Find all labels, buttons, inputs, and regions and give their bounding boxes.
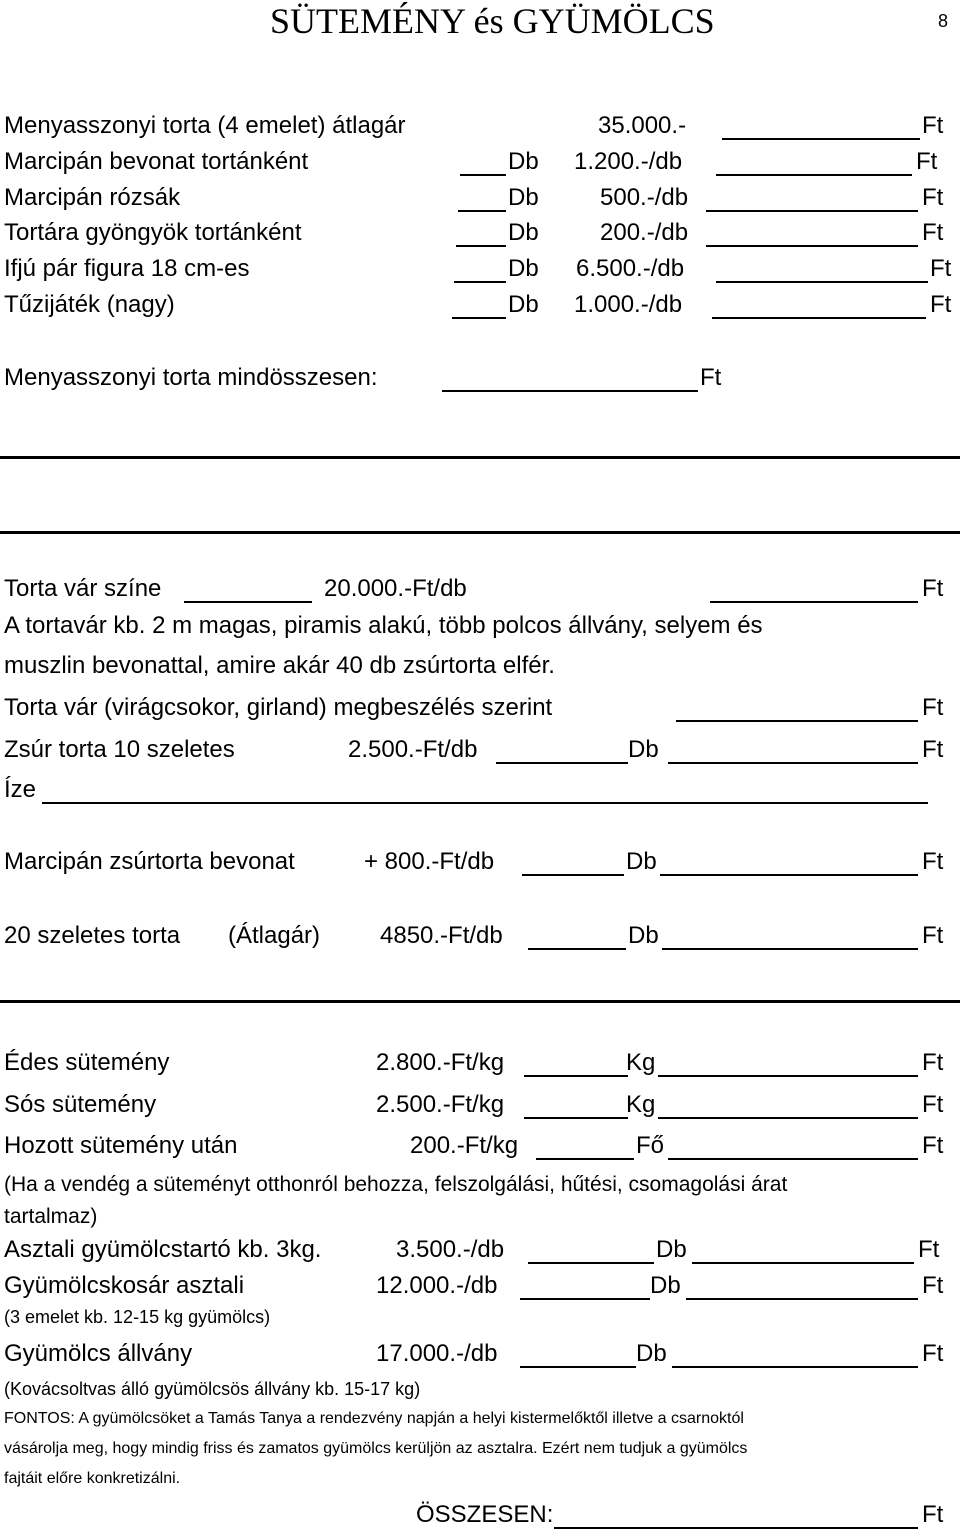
szeletes20-unit: Db: [628, 922, 659, 949]
row-currency: Ft: [922, 184, 944, 211]
total-currency: Ft: [700, 364, 722, 391]
marcipan-currency: Ft: [922, 848, 944, 875]
divider: [0, 1000, 960, 1003]
hozott-note: (Ha a vendég a süteményt otthonról behozza, felszolgálási, hűtési, csomagolási árat: [4, 1173, 788, 1196]
blank-line: [668, 1158, 918, 1160]
blank-line: [536, 1158, 634, 1160]
row-currency: Ft: [922, 112, 944, 139]
row-label: Tortára gyöngyök tortánként: [4, 219, 302, 246]
gyumolcskosar-currency: Ft: [922, 1272, 944, 1299]
hozott-price: 200.-Ft/kg: [410, 1132, 519, 1159]
blank-line: [668, 762, 918, 764]
szeletes20-currency: Ft: [922, 922, 944, 949]
blank-line: [672, 1366, 918, 1368]
gyumolcstarto-currency: Ft: [918, 1236, 940, 1263]
blank-line: [528, 948, 626, 950]
row-currency: Ft: [922, 219, 944, 246]
blank-line: [442, 390, 698, 392]
blank-line: [184, 601, 312, 603]
fontos-note: vásárolja meg, hogy mindig friss és zamatos gyümölcs kerüljön az asztalra. Ezért nem tudjuk a gyümölcs: [4, 1440, 748, 1457]
tortavar-label: Torta vár színe: [4, 575, 162, 602]
page-title: SÜTEMÉNY és GYÜMÖLCS: [270, 1, 715, 41]
edes-price: 2.800.-Ft/kg: [376, 1049, 505, 1076]
blank-line: [658, 1075, 918, 1077]
szeletes20-price: 4850.-Ft/db: [380, 922, 503, 949]
fontos-note: FONTOS: A gyümölcsöket a Tamás Tanya a rendezvény napján a helyi kistermelőktől illetve a csarnoktól: [4, 1410, 744, 1427]
row-unit: Db: [508, 219, 539, 246]
sos-unit: Kg: [626, 1091, 656, 1118]
row-price: 1.000.-/db: [574, 291, 683, 318]
row-price: 200.-/db: [600, 219, 689, 246]
marcipan-price: + 800.-Ft/db: [364, 848, 495, 875]
blank-line: [520, 1366, 636, 1368]
zsurtorta-price: 2.500.-Ft/db: [348, 736, 478, 763]
blank-line: [658, 1117, 918, 1119]
allvany-unit: Db: [636, 1340, 667, 1367]
edes-currency: Ft: [922, 1049, 944, 1076]
row-label: Marcipán rózsák: [4, 184, 181, 211]
blank-line: [676, 720, 918, 722]
tortavar-price: 20.000.-Ft/db: [324, 575, 467, 602]
blank-line: [42, 802, 928, 804]
blank-line: [456, 245, 506, 247]
fontos-note: fajtáit előre konkretizálni.: [4, 1470, 181, 1487]
sos-currency: Ft: [922, 1091, 944, 1118]
blank-line: [496, 762, 628, 764]
grand-total-currency: Ft: [922, 1501, 944, 1528]
page-number: 8: [938, 11, 949, 31]
blank-line: [522, 874, 624, 876]
allvany-note: (Kovácsoltvas álló gyümölcsös állvány kb. 15-17 kg): [4, 1379, 421, 1399]
grand-total-label: ÖSSZESEN:: [416, 1501, 554, 1528]
blank-line: [524, 1117, 628, 1119]
hozott-currency: Ft: [922, 1132, 944, 1159]
row-price: 500.-/db: [600, 184, 689, 211]
hozott-note: tartalmaz): [4, 1205, 98, 1228]
blank-line: [706, 245, 918, 247]
row-price: 35.000.-: [598, 112, 687, 139]
allvany-price: 17.000.-/db: [376, 1340, 498, 1367]
gyumolcskosar-unit: Db: [650, 1272, 681, 1299]
sos-label: Sós sütemény: [4, 1091, 157, 1118]
blank-line: [460, 174, 506, 176]
divider: [0, 456, 960, 459]
blank-line: [554, 1527, 918, 1529]
divider: [0, 531, 960, 534]
zsurtorta-currency: Ft: [922, 736, 944, 763]
blank-line: [662, 948, 918, 950]
gyumolcstarto-unit: Db: [656, 1236, 687, 1263]
row-label: Ifjú pár figura 18 cm-es: [4, 255, 250, 282]
row-label: Menyasszonyi torta (4 emelet) átlagár: [4, 112, 406, 139]
gyumolcskosar-price: 12.000.-/db: [376, 1272, 498, 1299]
sos-price: 2.500.-Ft/kg: [376, 1091, 505, 1118]
blank-line: [520, 1298, 650, 1300]
row-unit: Db: [508, 291, 539, 318]
allvany-currency: Ft: [922, 1340, 944, 1367]
tortavar-currency: Ft: [922, 575, 944, 602]
blank-line: [706, 210, 918, 212]
blank-line: [528, 1262, 654, 1264]
row-price: 1.200.-/db: [574, 148, 683, 175]
blank-line: [692, 1262, 914, 1264]
blank-line: [712, 317, 926, 319]
blank-line: [660, 874, 918, 876]
row-price: 6.500.-/db: [576, 255, 685, 282]
viragcsokor-label: Torta vár (virágcsokor, girland) megbeszélés szerint: [4, 694, 553, 721]
allvany-label: Gyümölcs állvány: [4, 1340, 193, 1367]
blank-line: [458, 210, 506, 212]
row-unit: Db: [508, 255, 539, 282]
gyumolcskosar-note: (3 emelet kb. 12-15 kg gyümölcs): [4, 1307, 271, 1327]
hozott-label: Hozott sütemény után: [4, 1132, 238, 1159]
blank-line: [716, 174, 912, 176]
row-unit: Db: [508, 148, 539, 175]
zsurtorta-unit: Db: [628, 736, 659, 763]
gyumolcstarto-label: Asztali gyümölcstartó kb. 3kg.: [4, 1236, 322, 1263]
edes-unit: Kg: [626, 1049, 656, 1076]
row-currency: Ft: [930, 255, 952, 282]
tortavar-description: A tortavár kb. 2 m magas, piramis alakú, több polcos állvány, selyem és: [4, 612, 763, 639]
blank-line: [452, 317, 506, 319]
szeletes20-label: 20 szeletes torta: [4, 922, 181, 949]
blank-line: [454, 281, 506, 283]
gyumolcstarto-price: 3.500.-/db: [396, 1236, 505, 1263]
row-unit: Db: [508, 184, 539, 211]
edes-label: Édes sütemény: [4, 1049, 170, 1076]
zsurtorta-label: Zsúr torta 10 szeletes: [4, 736, 235, 763]
gyumolcskosar-label: Gyümölcskosár asztali: [4, 1272, 245, 1299]
ize-label: Íze: [4, 776, 37, 803]
viragcsokor-currency: Ft: [922, 694, 944, 721]
row-currency: Ft: [930, 291, 952, 318]
hozott-unit: Fő: [636, 1132, 665, 1159]
marcipan-label: Marcipán zsúrtorta bevonat: [4, 848, 295, 875]
blank-line: [722, 138, 920, 140]
blank-line: [524, 1075, 628, 1077]
blank-line: [686, 1298, 918, 1300]
blank-line: [716, 281, 928, 283]
row-label: Tűzijáték (nagy): [4, 291, 175, 318]
row-label: Marcipán bevonat tortánként: [4, 148, 309, 175]
szeletes20-label2: (Átlagár): [228, 922, 321, 949]
blank-line: [710, 601, 918, 603]
total-label: Menyasszonyi torta mindösszesen:: [4, 364, 378, 391]
tortavar-description: muszlin bevonattal, amire akár 40 db zsúrtorta elfér.: [4, 652, 555, 679]
row-currency: Ft: [916, 148, 938, 175]
marcipan-unit: Db: [626, 848, 657, 875]
